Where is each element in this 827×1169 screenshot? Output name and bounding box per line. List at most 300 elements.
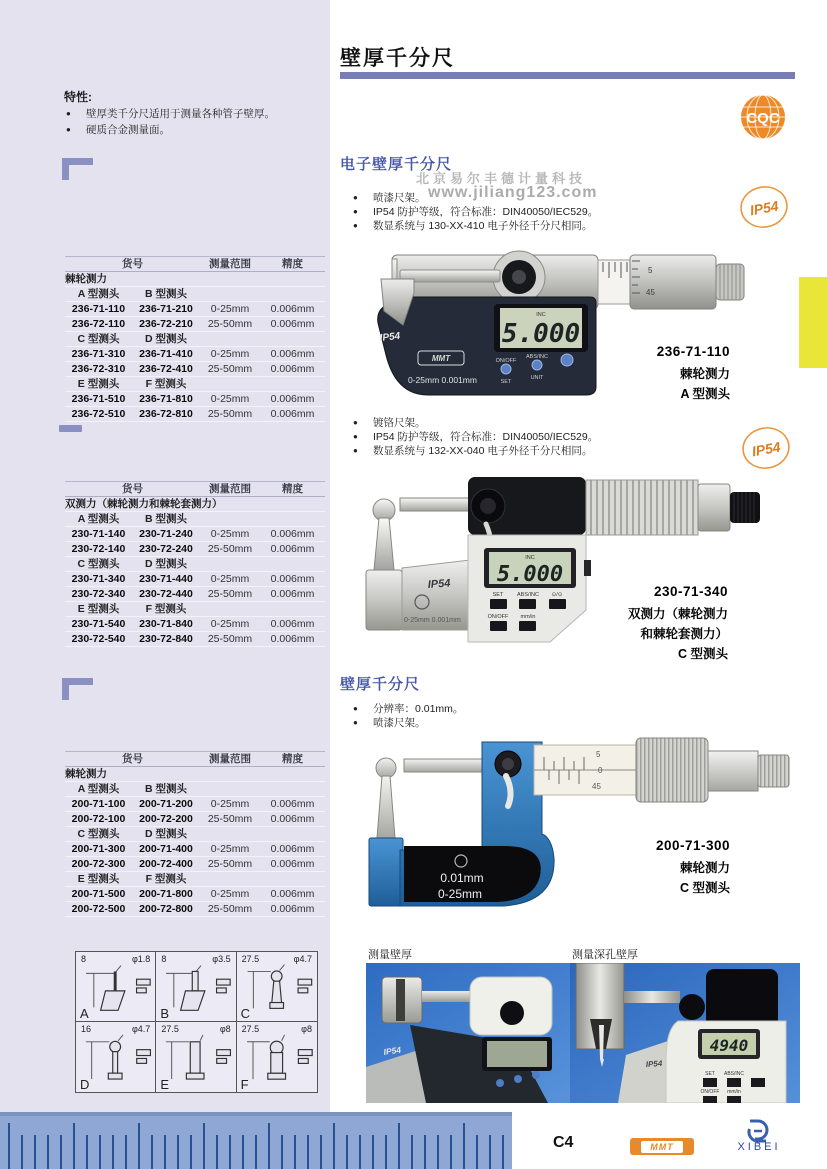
lock-knob: [679, 994, 705, 1020]
ruler-graphic: [0, 1112, 512, 1169]
part-code: 236-71-810: [132, 392, 200, 407]
tip-drawings-grid: [75, 951, 318, 1093]
group-label: 双测力（棘轮测力和棘轮套测力）: [65, 497, 325, 512]
tip-type-row: [65, 512, 325, 527]
range-value: 0-25mm: [200, 302, 260, 317]
tip-type: D 型测头: [132, 557, 200, 572]
tip-letter: A: [80, 1006, 89, 1021]
range-value: 0-25mm: [200, 392, 260, 407]
accuracy-value: 0.006mm: [260, 347, 325, 362]
brand-text: MMT: [431, 354, 451, 363]
ip54-label: IP54: [379, 330, 401, 344]
part-code: 236-72-410: [132, 362, 200, 377]
button: [519, 621, 536, 631]
part-code: 200-71-400: [132, 842, 200, 857]
thimble: [630, 255, 716, 309]
accuracy-value: 0.006mm: [260, 632, 325, 647]
button: [532, 1071, 540, 1079]
title-underline-bar: [340, 72, 795, 79]
part-code: 236-72-810: [132, 407, 200, 422]
bullet-text: IP54 防护等级，符合标准：DIN40050/IEC529。: [373, 431, 599, 443]
caption-line: A 型测头: [680, 387, 730, 401]
part-code: 236-71-210: [132, 302, 200, 317]
part-code: 230-72-540: [65, 632, 132, 647]
thimble-ribbed: [586, 480, 698, 535]
feature-text: 壁厚类千分尺适用于测量各种管子壁厚。: [86, 108, 275, 120]
thimble: [706, 969, 778, 1027]
tip-drawing-e: [156, 1022, 236, 1092]
diameter-label: φ8: [301, 1024, 312, 1034]
watermark-url: www.jiliang123.com: [428, 184, 598, 201]
bullet-text: 数显系统与 132-XX-040 电子外径千分尺相同。: [373, 445, 593, 457]
accuracy-value: 0.006mm: [260, 302, 325, 317]
tip-type-row: [65, 782, 325, 797]
caption-line: C 型测头: [677, 647, 728, 661]
section-heading-electronic: 电子壁厚千分尺: [340, 156, 453, 173]
tip-drawing-b: [156, 952, 236, 1022]
accuracy-value: 0.006mm: [260, 527, 325, 542]
dimension-label: 8: [81, 954, 87, 964]
accuracy-value: 0.006mm: [260, 362, 325, 377]
product-caption-236: [560, 344, 730, 404]
anvil-stem: [374, 518, 394, 570]
bullet-text: IP54 防护等级，符合标准：DIN40050/IEC529。: [373, 206, 599, 218]
spec-table-230: [65, 481, 325, 647]
tip-type-row: [65, 557, 325, 572]
bullet-icon: [353, 430, 373, 444]
range-value: 0-25mm: [200, 842, 260, 857]
ratchet-knurled: [758, 755, 789, 787]
adjust-knob: [500, 1001, 524, 1025]
dimension-label: 27.5: [161, 1024, 179, 1034]
dimension-label: 8: [161, 954, 167, 964]
bullet-icon: [353, 716, 373, 730]
tip-letter: F: [240, 1077, 249, 1092]
product-code: 236-71-110: [656, 344, 730, 359]
table-row: [65, 857, 325, 872]
tip-drawing-a: [76, 952, 156, 1022]
tip-type: B 型测头: [132, 782, 200, 797]
tip-type: E 型测头: [65, 872, 132, 887]
button: [703, 1078, 717, 1087]
table-row: [65, 632, 325, 647]
part-code: 200-72-500: [65, 902, 132, 917]
accuracy-value: 0.006mm: [260, 887, 325, 902]
caption-line: 棘轮测力: [679, 367, 730, 381]
product-code: 230-71-340: [653, 584, 728, 599]
table-row: [65, 527, 325, 542]
ruler-major-ticks: [8, 1123, 510, 1169]
part-code: 230-71-240: [132, 527, 200, 542]
list-item: [353, 191, 683, 205]
button-label: SET: [705, 1071, 715, 1077]
bullet-icon: [66, 106, 86, 122]
tip-type: A 型测头: [65, 512, 132, 527]
accuracy-value: 0.006mm: [260, 587, 325, 602]
table-row: [65, 407, 325, 422]
tip-type: B 型测头: [132, 512, 200, 527]
corner-decoration: [62, 678, 93, 700]
stem: [708, 751, 758, 791]
lcd-value: 4940: [709, 1036, 749, 1055]
group-row: [65, 497, 325, 512]
accuracy-value: 0.006mm: [260, 842, 325, 857]
tip-type-row: [65, 827, 325, 842]
part-code: 230-71-440: [132, 572, 200, 587]
accuracy-value: 0.006mm: [260, 857, 325, 872]
part-code: 230-71-840: [132, 617, 200, 632]
button: [727, 1078, 741, 1087]
caption-line: 双测力（棘轮测力: [627, 607, 728, 621]
diameter-label: φ8: [219, 1024, 231, 1034]
button: [501, 364, 511, 374]
diameter-label: φ1.8: [131, 954, 151, 964]
resolution-label: 0.01mm: [440, 871, 484, 885]
list-item: [353, 416, 683, 430]
group-label: 棘轮测力: [65, 767, 325, 782]
table-row: [65, 302, 325, 317]
button: [751, 1078, 765, 1087]
list-item: [353, 430, 683, 444]
ip54-text: IP54: [750, 438, 782, 460]
spindle: [404, 759, 490, 772]
button: [496, 1079, 504, 1087]
range-spec-label: 0-25mm 0.001mm: [408, 375, 477, 385]
tip-type: F 型测头: [132, 602, 200, 617]
col-header-code: 货号: [65, 752, 200, 767]
group-row: [65, 272, 325, 287]
thimble-scale-number: 45: [646, 288, 655, 297]
part-code: 200-71-300: [65, 842, 132, 857]
range-value: 25-50mm: [200, 362, 260, 377]
tip-type: D 型测头: [132, 332, 200, 347]
range-value: 0-25mm: [200, 527, 260, 542]
electronic-bullet-list: [353, 191, 683, 233]
tip-type: B 型测头: [132, 287, 200, 302]
tip-drawing-f: [237, 1022, 317, 1092]
group-row: [65, 767, 325, 782]
page-edge-tab: [799, 277, 827, 368]
bullet-text: 数显系统与 130-XX-410 电子外径千分尺相同。: [373, 220, 593, 232]
part-code: 200-71-800: [132, 887, 200, 902]
tip-letter: E: [160, 1077, 169, 1092]
table-header-row: [65, 482, 325, 497]
group-label: 棘轮测力: [65, 272, 325, 287]
part-code: 236-72-110: [65, 317, 132, 332]
spec-table-236: [65, 256, 325, 422]
list-item: [353, 702, 653, 716]
table-row: [65, 572, 325, 587]
features-list: [66, 106, 316, 138]
button-label: mm/in: [727, 1089, 741, 1095]
photo-caption-left: 测量壁厚: [368, 949, 412, 961]
accuracy-value: 0.006mm: [260, 542, 325, 557]
tip-type: E 型测头: [65, 377, 132, 392]
button: [532, 360, 542, 370]
table-header-row: [65, 752, 325, 767]
button-label: ON/OFF: [495, 358, 517, 364]
button-label: ⊙/⊙: [551, 592, 563, 598]
button: [727, 1096, 741, 1103]
tip-type: A 型测头: [65, 782, 132, 797]
col-header-range: 测量范围: [200, 482, 260, 497]
part-code: 230-72-240: [132, 542, 200, 557]
part-code: 236-72-510: [65, 407, 132, 422]
range-label: 0-25mm: [437, 887, 483, 901]
cqc-text: CQC: [746, 110, 780, 127]
part-code: 200-71-100: [65, 797, 132, 812]
photo-measuring-deep-hole: [570, 963, 800, 1103]
anvil-base: [366, 570, 402, 630]
range-value: 0-25mm: [200, 347, 260, 362]
spec-table-200: [65, 751, 325, 917]
list-item: [353, 716, 653, 730]
col-header-accuracy: 精度: [260, 257, 325, 272]
ip54-label: IP54: [645, 1058, 663, 1069]
table-row: [65, 617, 325, 632]
tip-type: D 型测头: [132, 827, 200, 842]
sleeve-scale-number: 5: [596, 750, 601, 759]
part-code: 236-71-510: [65, 392, 132, 407]
tip-type: E 型测头: [65, 602, 132, 617]
table-row: [65, 392, 325, 407]
range-spec-label: 0-25mm 0.001mm: [404, 617, 461, 624]
cap: [698, 484, 730, 531]
tip-letter: B: [160, 1006, 169, 1021]
table-row: [65, 347, 325, 362]
part-code: 230-72-840: [132, 632, 200, 647]
part-code: 200-72-100: [65, 812, 132, 827]
tip-type: F 型测头: [132, 872, 200, 887]
caption-line: C 型测头: [679, 881, 730, 895]
button: [490, 599, 507, 609]
table-header-row: [65, 257, 325, 272]
range-value: 25-50mm: [200, 317, 260, 332]
table-row: [65, 812, 325, 827]
accuracy-value: 0.006mm: [260, 392, 325, 407]
dimension-label: 16: [81, 1024, 92, 1034]
accuracy-value: 0.006mm: [260, 572, 325, 587]
button: [703, 1096, 717, 1103]
part-code: 200-72-800: [132, 902, 200, 917]
dash-decoration: [59, 425, 82, 432]
corner-decoration: [62, 158, 93, 180]
tip-letter: D: [80, 1077, 90, 1092]
part-code: 230-71-340: [65, 572, 132, 587]
button: [519, 599, 536, 609]
button-label: SET: [500, 379, 512, 385]
spindle: [400, 498, 470, 511]
accuracy-value: 0.006mm: [260, 407, 325, 422]
table-row: [65, 842, 325, 857]
list-item: [353, 219, 683, 233]
tip-type-row: [65, 602, 325, 617]
cqc-logo: [735, 92, 791, 144]
photo-caption-right: 测量深孔壁厚: [572, 949, 638, 961]
part-code: 236-72-210: [132, 317, 200, 332]
part-code: 200-71-500: [65, 887, 132, 902]
section-heading-wall-thickness: 壁厚千分尺: [340, 676, 421, 693]
part-code: 230-72-140: [65, 542, 132, 557]
product-caption-230: [558, 584, 728, 664]
button-label: UNIT: [530, 375, 544, 381]
tip-type-row: [65, 872, 325, 887]
product-caption-200: [560, 838, 730, 898]
range-value: 25-50mm: [200, 812, 260, 827]
tip-type-row: [65, 332, 325, 347]
range-value: 25-50mm: [200, 902, 260, 917]
part-code: 230-72-340: [65, 587, 132, 602]
list-item: [353, 205, 683, 219]
part-code: 230-72-440: [132, 587, 200, 602]
ball-anvil: [376, 758, 396, 778]
mmt-logo-text: MMT: [641, 1141, 683, 1153]
table-row: [65, 797, 325, 812]
bullet-icon: [353, 219, 373, 233]
ip54-text: IP54: [748, 197, 780, 219]
side-button: [584, 560, 591, 576]
part-code: 236-72-310: [65, 362, 132, 377]
table-row: [65, 887, 325, 902]
mmt-logo: [630, 1138, 694, 1155]
bullet-text: 喷漆尺架。: [373, 192, 426, 204]
dimension-label: 27.5: [241, 1024, 260, 1034]
ip54-label: IP54: [427, 577, 451, 591]
button-label: ABS/INC: [525, 354, 549, 360]
button-label: ABS/INC: [516, 592, 540, 598]
tip-type: A 型测头: [65, 287, 132, 302]
part-code: 200-72-200: [132, 812, 200, 827]
features-heading: 特性:: [64, 90, 92, 104]
tip-type-row: [65, 287, 325, 302]
button: [490, 621, 507, 631]
ip54-label: IP54: [382, 1044, 402, 1057]
spindle: [624, 991, 680, 1003]
list-item: [66, 122, 316, 138]
thimble-scale-number: 5: [648, 266, 653, 275]
tip-letter: C: [240, 1006, 251, 1021]
lcd-value: 5.000: [496, 562, 564, 587]
range-value: 25-50mm: [200, 587, 260, 602]
list-item: [353, 444, 683, 458]
ip54-badge: [738, 183, 790, 231]
tip-type: C 型测头: [65, 332, 132, 347]
button-label: ON/OFF: [487, 614, 509, 620]
dimension-label: 27.5: [241, 954, 260, 964]
product-code: 200-71-300: [655, 838, 730, 853]
col-header-code: 货号: [65, 482, 200, 497]
part-code: 200-72-300: [65, 857, 132, 872]
anvil-base: [369, 838, 403, 906]
diameter-label: φ4.7: [131, 1024, 151, 1034]
spindle: [400, 270, 500, 282]
thimble-knurled: [636, 738, 708, 802]
part-code: 236-71-110: [65, 302, 132, 317]
lcd-value: 5.000: [501, 319, 581, 349]
col-header-code: 货号: [65, 257, 200, 272]
col-header-accuracy: 精度: [260, 482, 325, 497]
feature-text: 硬质合金测量面。: [86, 124, 170, 136]
part-code: 200-71-200: [132, 797, 200, 812]
page-number: C4: [553, 1134, 574, 1151]
anvil-stem: [377, 776, 395, 838]
diameter-label: φ4.7: [293, 954, 312, 964]
part-code: 230-71-540: [65, 617, 132, 632]
col-header-range: 测量范围: [200, 257, 260, 272]
tip-type: F 型测头: [132, 377, 200, 392]
button-label: ON/OFF: [700, 1089, 720, 1095]
bullet-icon: [66, 122, 86, 138]
paint-bullet-list: [353, 702, 653, 730]
range-value: 0-25mm: [200, 617, 260, 632]
diameter-label: φ3.5: [212, 954, 231, 964]
tip-drawing-d: [76, 1022, 156, 1092]
table-row: [65, 587, 325, 602]
range-value: 25-50mm: [200, 542, 260, 557]
range-value: 25-50mm: [200, 857, 260, 872]
part-code: 230-71-140: [65, 527, 132, 542]
range-value: 25-50mm: [200, 632, 260, 647]
tip-type-row: [65, 377, 325, 392]
accuracy-value: 0.006mm: [260, 902, 325, 917]
range-value: 0-25mm: [200, 797, 260, 812]
tip-type: C 型测头: [65, 557, 132, 572]
bullet-text: 镀铬尺架。: [373, 417, 426, 429]
list-item: [66, 106, 316, 122]
sleeve-scale-number: 0: [598, 766, 603, 775]
lcd-mode-label: INC: [536, 312, 546, 318]
caption-line: 和棘轮套测力）: [640, 627, 728, 641]
lcd-mode-label: INC: [525, 555, 535, 561]
table-row: [65, 362, 325, 377]
table-row: [65, 902, 325, 917]
table-row: [65, 542, 325, 557]
xibei-logo-text: XIBEI: [737, 1141, 781, 1153]
button-label: SET: [492, 592, 504, 598]
range-value: 25-50mm: [200, 407, 260, 422]
accuracy-value: 0.006mm: [260, 812, 325, 827]
bullet-icon: [353, 416, 373, 430]
accuracy-value: 0.006mm: [260, 317, 325, 332]
tip-drawing-c: [237, 952, 317, 1022]
table-row: [65, 317, 325, 332]
button: [514, 1075, 522, 1083]
part-code: 200-72-400: [132, 857, 200, 872]
accuracy-value: 0.006mm: [260, 797, 325, 812]
bullet-text: 喷漆尺架。: [373, 717, 426, 729]
col-header-accuracy: 精度: [260, 752, 325, 767]
bullet-text: 分辨率：0.01mm。: [373, 703, 464, 715]
tip-type: C 型测头: [65, 827, 132, 842]
range-value: 0-25mm: [200, 572, 260, 587]
page-title: 壁厚千分尺: [340, 47, 455, 70]
bullet-icon: [353, 205, 373, 219]
caption-line: 棘轮测力: [679, 861, 730, 875]
lcd-screen: [487, 1041, 547, 1067]
bullet-icon: [353, 702, 373, 716]
range-value: 0-25mm: [200, 887, 260, 902]
button-label: mm/in: [520, 614, 536, 620]
bullet-icon: [353, 191, 373, 205]
accuracy-value: 0.006mm: [260, 617, 325, 632]
button-label: ABS/INC: [723, 1071, 745, 1077]
part-code: 236-71-410: [132, 347, 200, 362]
sleeve-scale-number: 45: [592, 782, 601, 791]
chrome-bullet-list: [353, 416, 683, 458]
photo-measuring-wall-thickness: [366, 963, 588, 1103]
part-code: 236-71-310: [65, 347, 132, 362]
col-header-range: 测量范围: [200, 752, 260, 767]
